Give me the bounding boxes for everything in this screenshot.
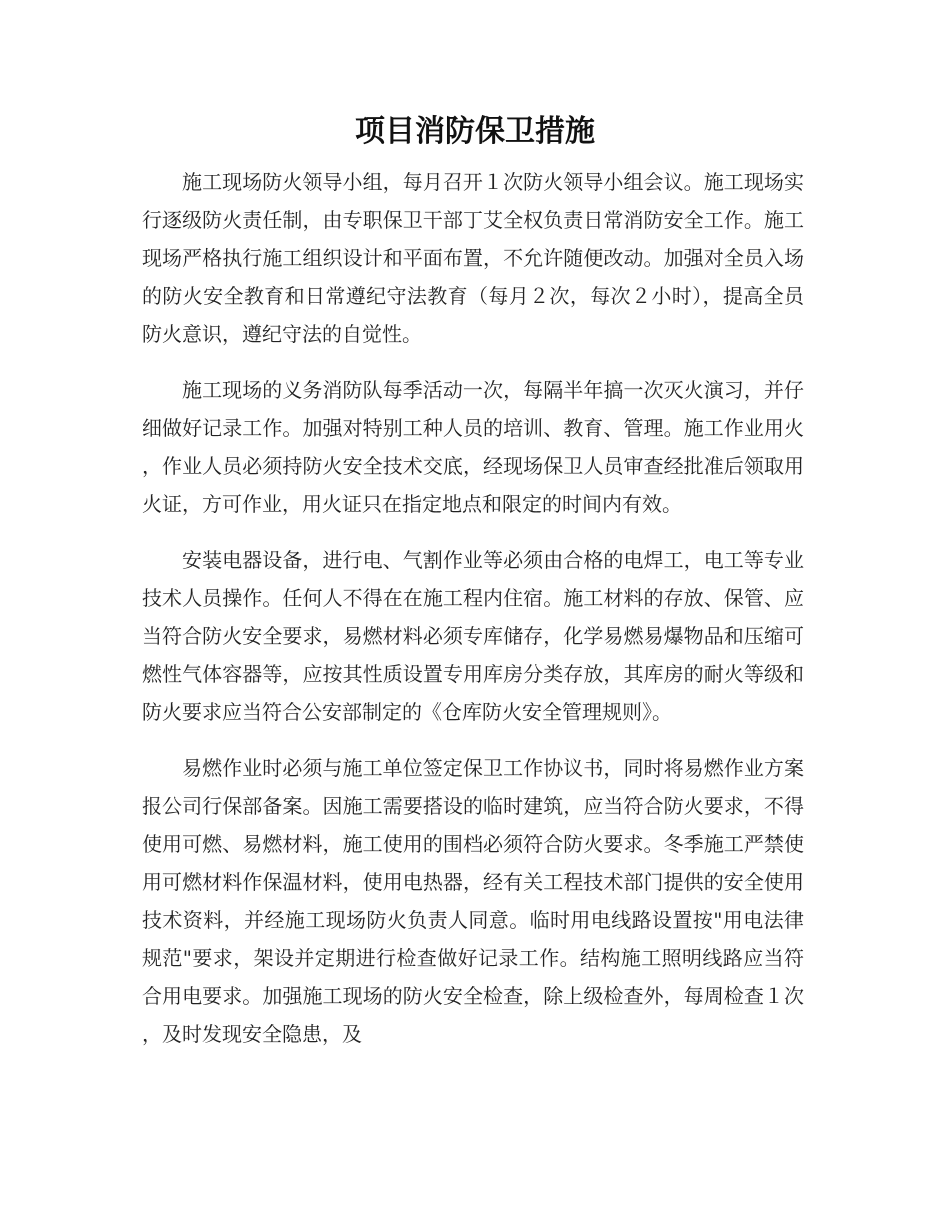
document-body (142, 163, 804, 1071)
paragraph-1: 施工现场防火领导小组，每月召开１次防火领导小组会议。施工现场实行逐级防火责任制，由专职保卫干部丁艾全权负责日常消防安全工作。施工现场严格执行施工组织设计和平面布置，不允许随便改动。加强对全员入场的防火安全教育和日常遵纪守法教育（每月２次，每次２小时），提高全员防火意识，遵纪守法的自觉性。 (142, 170, 804, 346)
paragraph-3: 安装电器设备，进行电、气割作业等必须由合格的电焊工，电工等专业技术人员操作。任何人不得在在施工程内住宿。施工材料的存放、保管、应当符合防火安全要求，易燃材料必须专库储存，化学易燃易爆物品和压缩可燃性气体容器等，应按其性质设置专用库房分类存放，其库房的耐火等级和防火要求应当符合公安部制定的《仓库防火安全管理规则》。 (142, 548, 804, 724)
paragraph-2: 施工现场的义务消防队每季活动一次，每隔半年搞一次灭火演习，并仔细做好记录工作。加强对特别工种人员的培训、教育、管理。施工作业用火，作业人员必须持防火安全技术交底，经现场保卫人员审查经批准后领取用火证，方可作业，用火证只在指定地点和限定的时间内有效。 (142, 378, 804, 516)
document-title: 项目消防保卫措施 (355, 114, 595, 149)
paragraph-4: 易燃作业时必须与施工单位签定保卫工作协议书，同时将易燃作业方案报公司行保部备案。因施工需要搭设的临时建筑，应当符合防火要求，不得使用可燃、易燃材料，施工使用的围档必须符合防火要求。冬季施工严禁使用可燃材料作保温材料，使用电热器，经有关工程技术部门提供的安全使用技术资料，并经施工现场防火负责人同意。临时用电线路设置按"用电法律规范"要求，架设并定期进行检查做好记录工作。结构施工照明线路应当符合用电要求。加强施工现场的防火安全检查，除上级检查外，每周检查１次，及时发现安全隐患，及 (142, 756, 804, 1046)
